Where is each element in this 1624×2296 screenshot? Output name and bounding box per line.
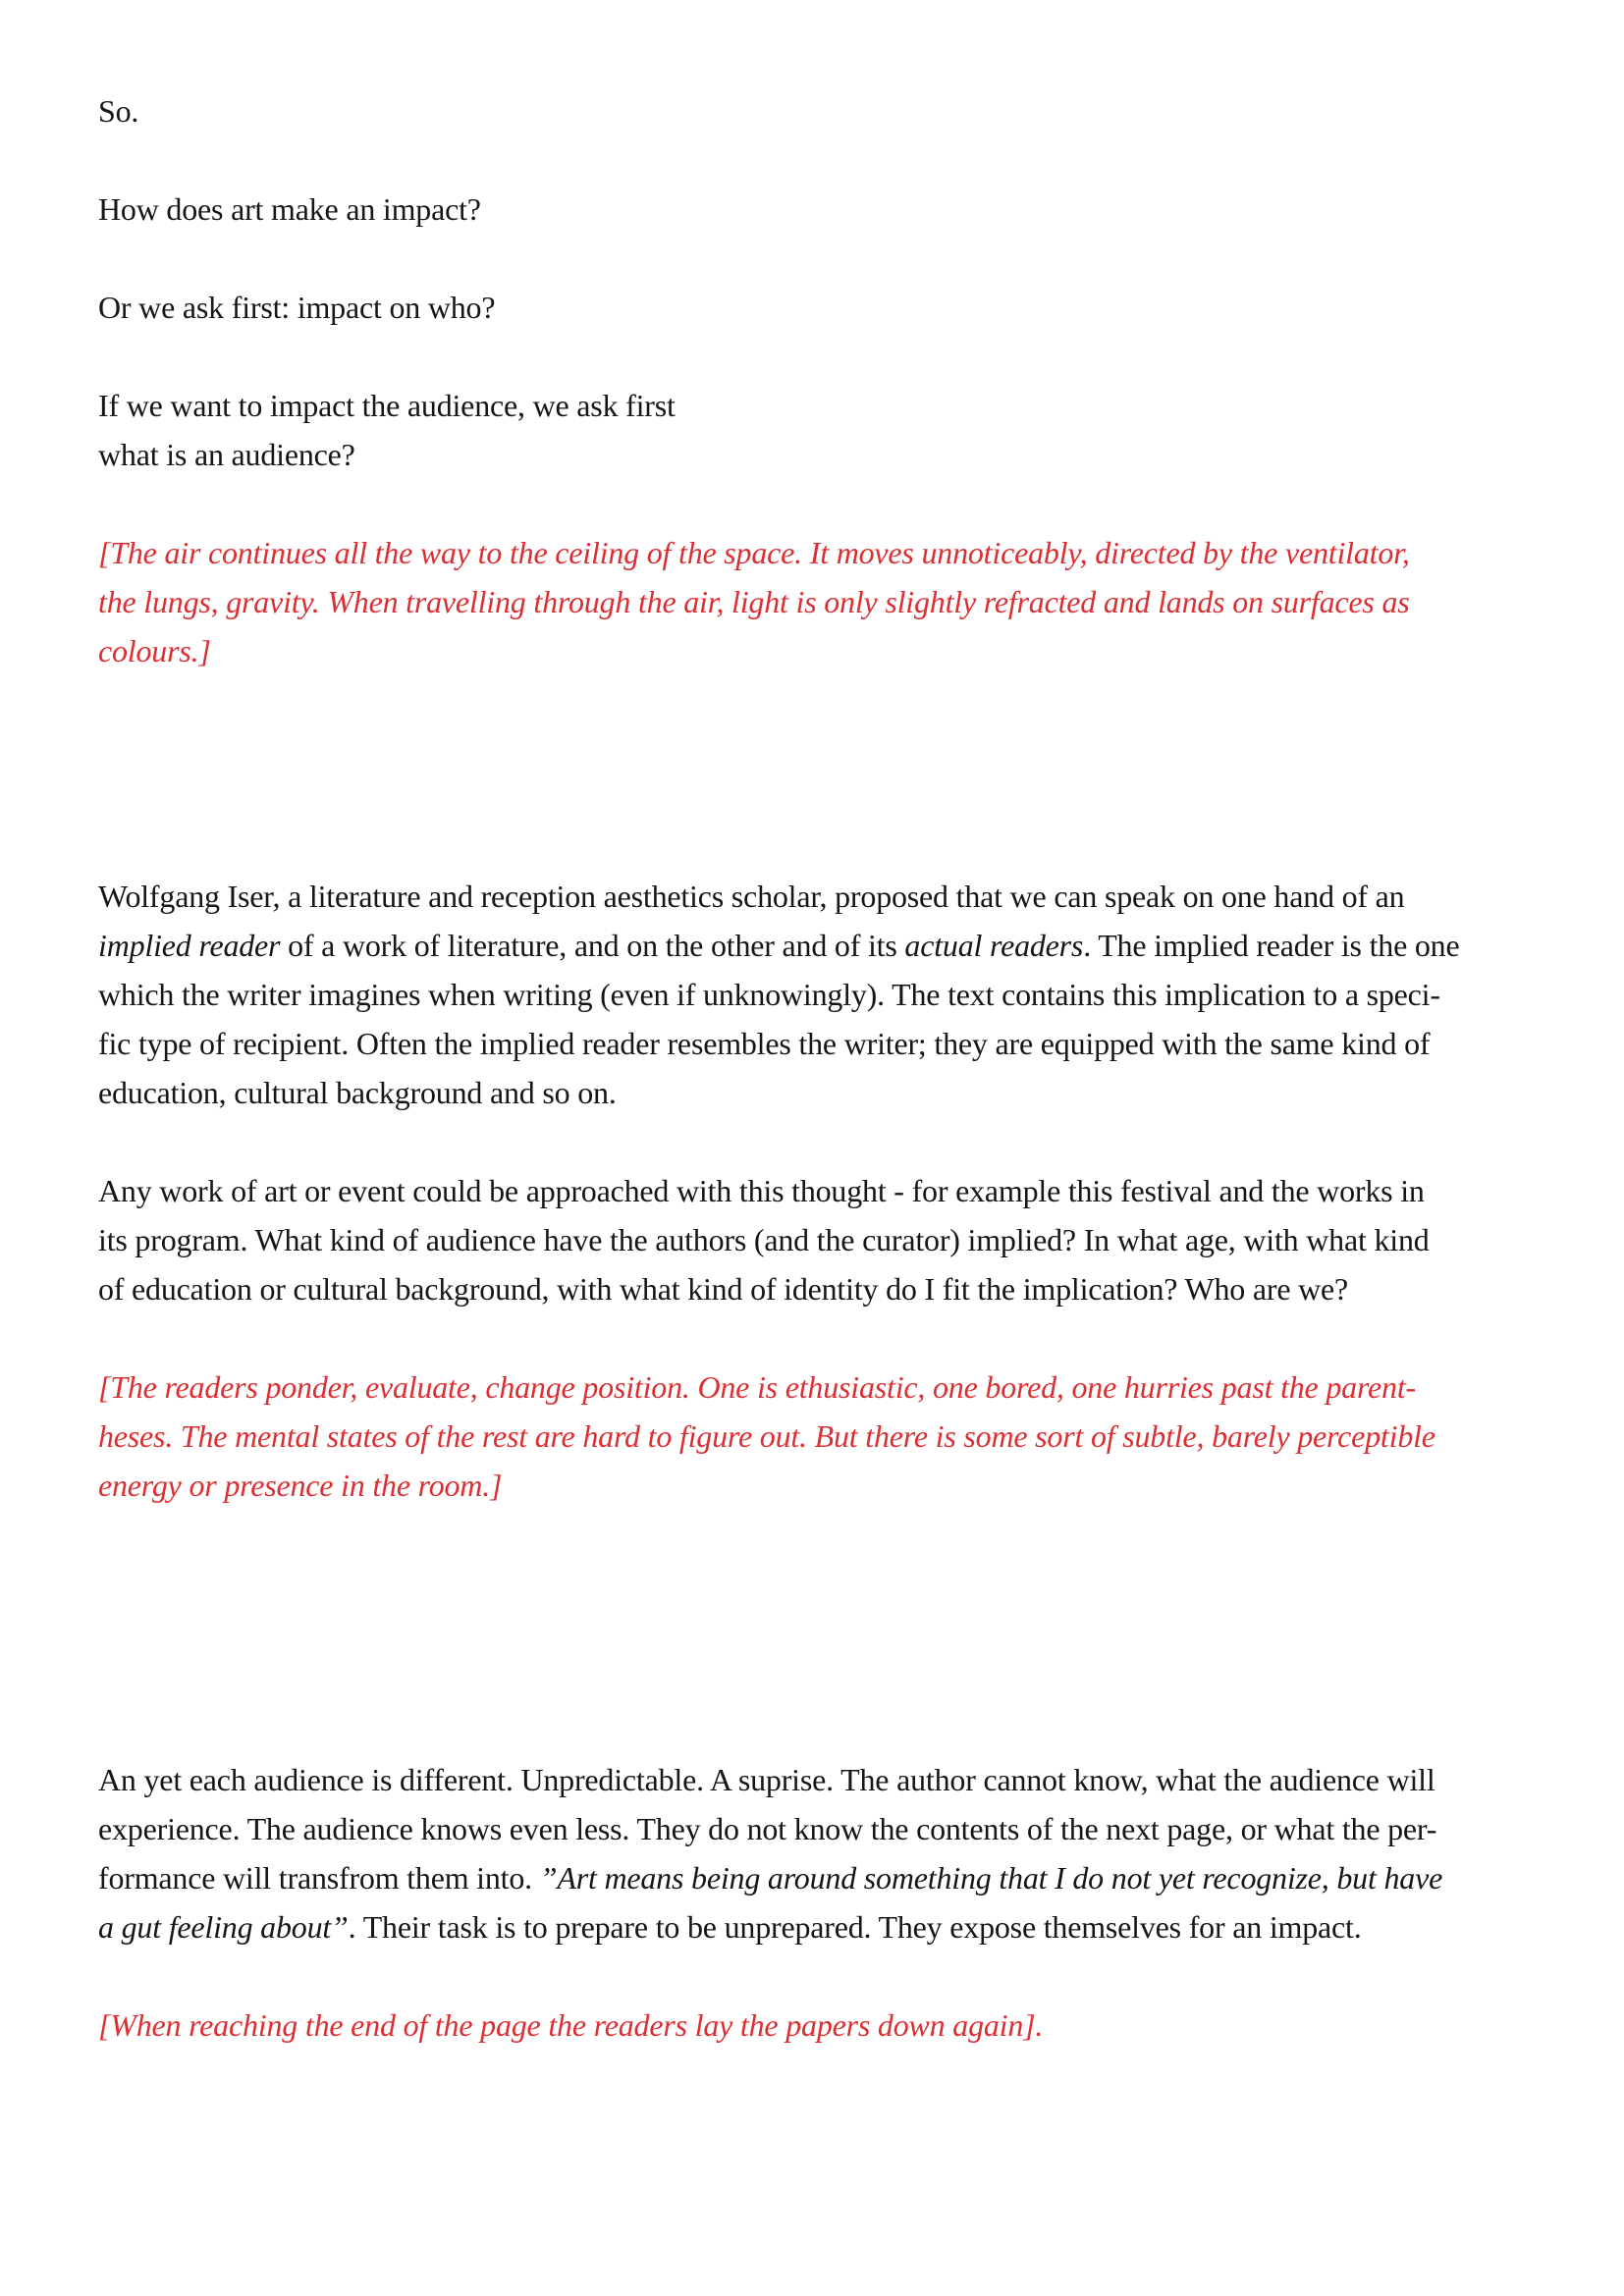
text-segment: So. <box>98 93 139 129</box>
question-what-is-audience <box>98 381 1532 479</box>
paragraph-each-audience <box>98 1755 1532 1951</box>
text-line <box>98 1412 1532 1461</box>
stage-direction-end-of-page <box>98 2001 1532 2050</box>
text-segment: An yet each audience is different. Unpredictable. A suprise. The author cannot know, what the audience will <box>98 1762 1435 1797</box>
text-line <box>98 577 1532 626</box>
text-line <box>98 1166 1532 1215</box>
text-segment: of education or cultural background, with what kind of identity do I fit the implication? Who are we? <box>98 1271 1349 1307</box>
text-segment: Or we ask first: impact on who? <box>98 290 496 325</box>
text-line <box>98 921 1532 970</box>
text-segment: actual readers <box>904 928 1084 963</box>
text-segment: formance will transfrom them into. <box>98 1860 540 1896</box>
paragraph-wolfgang-iser <box>98 872 1532 1117</box>
text-segment: which the writer imagines when writing (even if unknowingly). The text contains this implication to a speci- <box>98 977 1440 1012</box>
text-segment: . The implied reader is the one <box>1083 928 1460 963</box>
text-segment: education, cultural background and so on. <box>98 1075 617 1110</box>
text-line <box>98 1804 1532 1853</box>
text-segment: fic type of recipient. Often the implied reader resembles the writer; they are equipped with the same kind of <box>98 1026 1431 1061</box>
text-line <box>98 872 1532 921</box>
text-segment: implied reader <box>98 928 281 963</box>
text-line <box>98 1215 1532 1264</box>
text-line <box>98 185 1532 234</box>
document-body <box>98 86 1532 2050</box>
text-line <box>98 626 1532 675</box>
text-segment: Wolfgang Iser, a literature and reception aesthetics scholar, proposed that we can speak on one hand of an <box>98 879 1405 914</box>
text-segment: [When reaching the end of the page the readers lay the papers down again]. <box>98 2007 1044 2043</box>
text-segment: If we want to impact the audience, we ask first <box>98 388 676 423</box>
text-line <box>98 1902 1532 1951</box>
text-line <box>98 1755 1532 1804</box>
text-line <box>98 970 1532 1019</box>
text-line <box>98 1461 1532 1510</box>
text-line <box>98 1853 1532 1902</box>
text-segment: experience. The audience knows even less. They do not know the contents of the next page, or what the per- <box>98 1811 1437 1846</box>
text-segment: [The air continues all the way to the ceiling of the space. It moves unnoticeably, directed by the ventilator, <box>98 535 1410 570</box>
text-line <box>98 381 1532 430</box>
text-segment: . Their task is to prepare to be unprepared. They expose themselves for an impact. <box>348 1909 1362 1945</box>
text-segment: of a work of literature, and on the other and of its <box>280 928 905 963</box>
text-segment: a gut feeling about” <box>98 1909 349 1945</box>
text-segment: energy or presence in the room.] <box>98 1468 503 1503</box>
text-line <box>98 1264 1532 1313</box>
text-segment: heses. The mental states of the rest are hard to figure out. But there is some sort of subtle, barely perceptible <box>98 1418 1435 1454</box>
text-line <box>98 1019 1532 1068</box>
stage-direction-air <box>98 528 1532 675</box>
text-segment: colours.] <box>98 633 211 668</box>
text-segment: Any work of art or event could be approached with this thought - for example this festival and the works in <box>98 1173 1425 1208</box>
question-how-impact <box>98 185 1532 234</box>
text-segment: [The readers ponder, evaluate, change position. One is ethusiastic, one bored, one hurries past the parent- <box>98 1369 1416 1405</box>
text-segment: its program. What kind of audience have the authors (and the curator) implied? In what age, with what kind <box>98 1222 1430 1257</box>
stage-direction-readers <box>98 1362 1532 1510</box>
text-line <box>98 528 1532 577</box>
text-line <box>98 430 1532 479</box>
opening-so <box>98 86 1532 135</box>
question-impact-on-who <box>98 283 1532 332</box>
text-segment: what is an audience? <box>98 437 355 472</box>
text-line <box>98 1068 1532 1117</box>
paragraph-any-work <box>98 1166 1532 1313</box>
text-segment: ”Art means being around something that I do not yet recognize, but have <box>539 1860 1443 1896</box>
text-segment: the lungs, gravity. When travelling through the air, light is only slightly refracted and lands on surfaces as <box>98 584 1410 619</box>
text-segment: How does art make an impact? <box>98 191 481 227</box>
text-line <box>98 86 1532 135</box>
text-line <box>98 283 1532 332</box>
text-line <box>98 1362 1532 1412</box>
text-line <box>98 2001 1532 2050</box>
